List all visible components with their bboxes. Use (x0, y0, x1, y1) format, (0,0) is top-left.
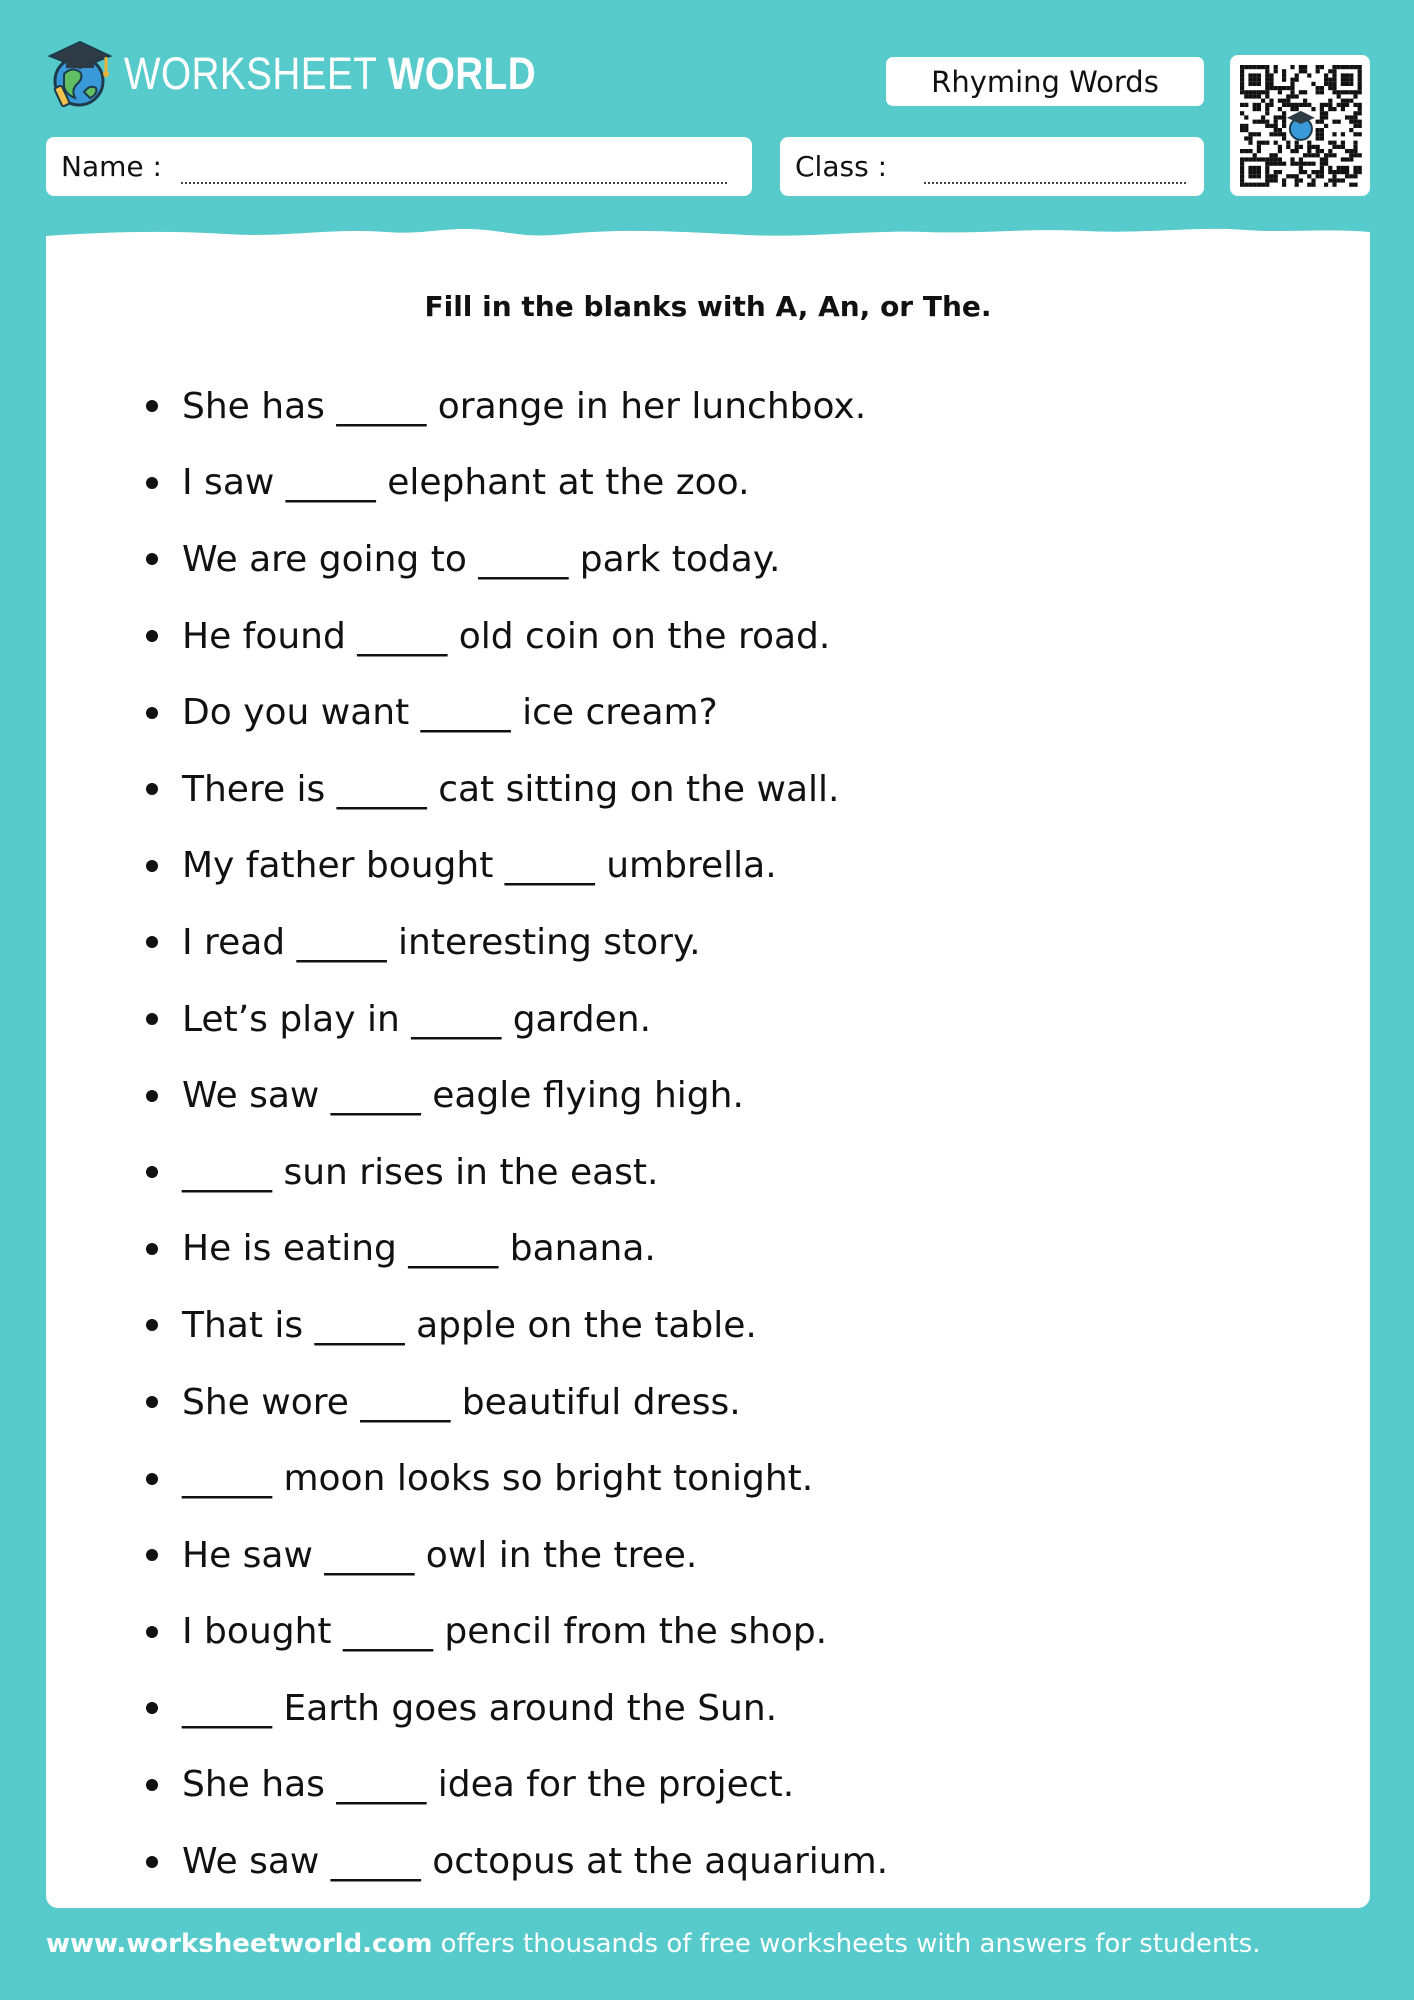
footer-site-link[interactable]: www.worksheetworld.com (46, 1929, 433, 1959)
question-text: He saw _____ owl in the tree. (182, 1534, 698, 1576)
brand-name-bold: WORLD (387, 48, 537, 99)
bullet (146, 1396, 158, 1408)
question-item (146, 521, 888, 598)
question-text: She has _____ idea for the project. (182, 1764, 795, 1806)
bullet (146, 1166, 158, 1178)
question-text: He found _____ old coin on the road. (182, 615, 831, 657)
question-text: My father bought _____ umbrella. (182, 845, 777, 887)
bullet (146, 1243, 158, 1255)
question-text: Do you want _____ ice cream? (182, 692, 718, 734)
bullet (146, 1473, 158, 1485)
bullet (146, 1702, 158, 1714)
bullet (146, 630, 158, 642)
question-item (146, 1440, 888, 1517)
bullet (146, 860, 158, 872)
question-text: I bought _____ pencil from the shop. (182, 1611, 828, 1653)
question-text: That is _____ apple on the table. (182, 1304, 757, 1346)
question-item (146, 1057, 888, 1134)
class-dotted-line (924, 182, 1186, 184)
question-item (146, 1211, 888, 1288)
bullet (146, 553, 158, 565)
question-item (146, 1670, 888, 1747)
question-text: I read _____ interesting story. (182, 921, 701, 963)
bullet (146, 936, 158, 948)
question-item (146, 368, 888, 445)
question-text: There is _____ cat sitting on the wall. (182, 768, 840, 810)
question-item (146, 445, 888, 522)
question-text: I saw _____ elephant at the zoo. (182, 462, 750, 504)
question-text: We saw _____ octopus at the aquarium. (182, 1841, 889, 1883)
question-item (146, 904, 888, 981)
bullet (146, 1626, 158, 1638)
qr-code-icon (1230, 55, 1370, 196)
bullet (146, 1856, 158, 1868)
graduate-globe-logo-icon (46, 36, 116, 112)
question-text: He is eating _____ banana. (182, 1228, 656, 1270)
footer-text (46, 1929, 1376, 1959)
question-text: She wore _____ beautiful dress. (182, 1381, 741, 1423)
bullet (146, 477, 158, 489)
question-item (146, 674, 888, 751)
class-field[interactable] (780, 137, 1204, 196)
bullet (146, 707, 158, 719)
bullet (146, 1549, 158, 1561)
brand-name (124, 48, 536, 100)
question-item (146, 751, 888, 828)
bullet (146, 1319, 158, 1331)
bullet (146, 400, 158, 412)
question-text: _____ Earth goes around the Sun. (182, 1687, 778, 1729)
worksheet-sheet (46, 236, 1370, 1908)
question-item (146, 981, 888, 1058)
question-item (146, 1747, 888, 1824)
question-text: She has _____ orange in her lunchbox. (182, 385, 867, 427)
question-text: _____ sun rises in the east. (182, 1151, 659, 1193)
question-item (146, 1517, 888, 1594)
question-item (146, 828, 888, 905)
name-field[interactable] (46, 137, 752, 196)
bullet (146, 783, 158, 795)
bullet (146, 1090, 158, 1102)
question-text: We saw _____ eagle flying high. (182, 1075, 744, 1117)
question-text: We are going to _____ park today. (182, 538, 781, 580)
brand-name-light: WORKSHEET (124, 48, 388, 99)
question-text: Let’s play in _____ garden. (182, 998, 652, 1040)
class-label: Class : (795, 150, 887, 183)
qr-code (1230, 55, 1370, 196)
question-item (146, 1287, 888, 1364)
instruction-text: Fill in the blanks with A, An, or The. (424, 290, 992, 323)
question-item (146, 1364, 888, 1441)
bullet (146, 1779, 158, 1791)
question-list (146, 368, 888, 1900)
question-item (146, 1823, 888, 1900)
question-item (146, 598, 888, 675)
topic-label: Rhyming Words (886, 57, 1204, 106)
bullet (146, 1013, 158, 1025)
question-text: _____ moon looks so bright tonight. (182, 1458, 814, 1500)
name-dotted-line (181, 182, 727, 184)
footer-description: offers thousands of free worksheets with answers for students. (432, 1929, 1261, 1959)
question-item (146, 1594, 888, 1671)
brand-logo (46, 36, 603, 112)
name-label: Name : (61, 150, 162, 183)
question-item (146, 1134, 888, 1211)
